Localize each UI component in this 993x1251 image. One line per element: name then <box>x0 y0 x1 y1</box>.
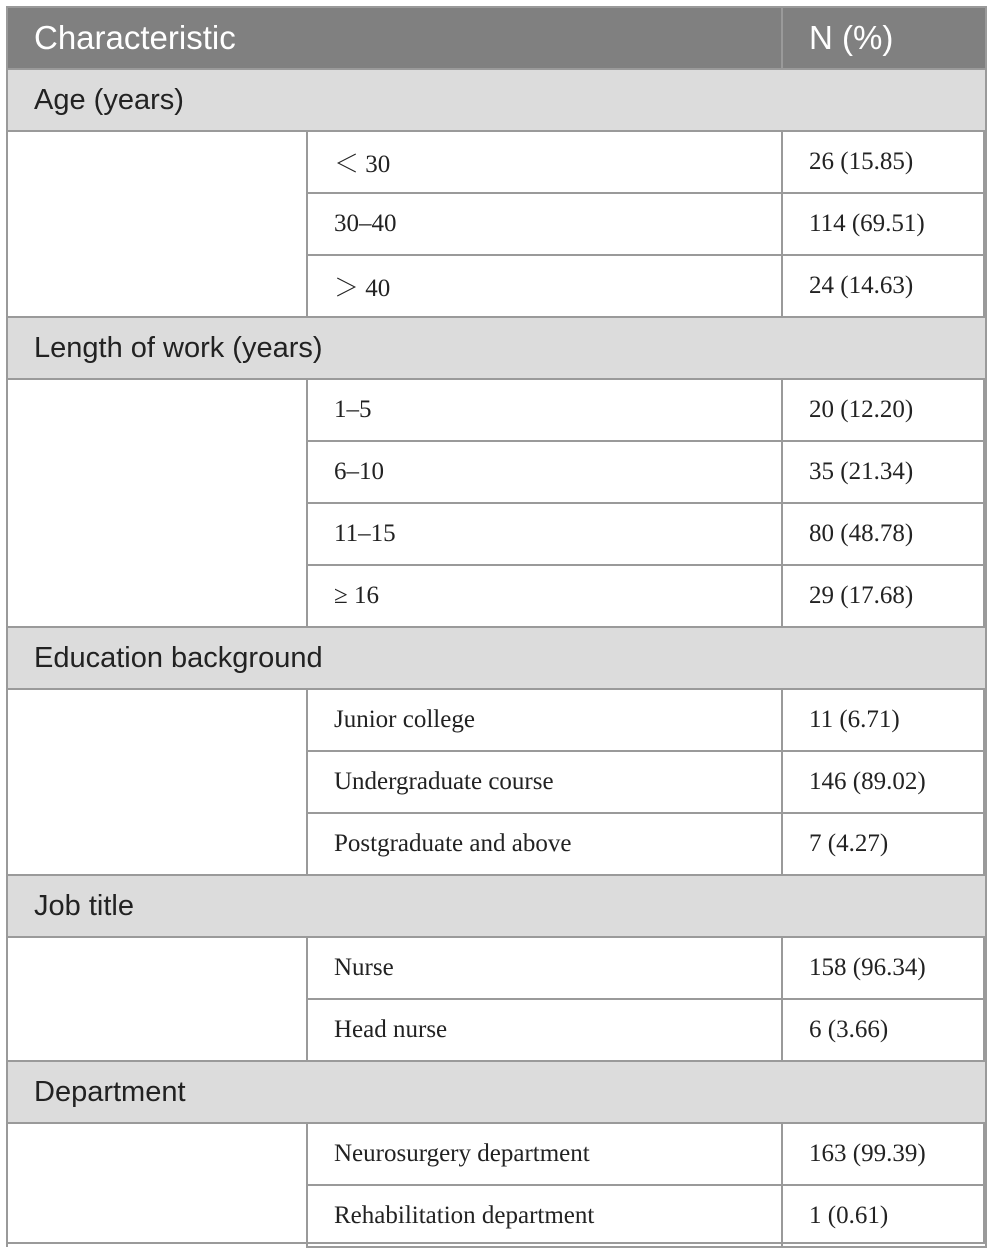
section-title: Job title <box>7 875 986 937</box>
section-title: Length of work (years) <box>7 317 986 379</box>
section-row-department <box>7 1061 986 1123</box>
row-label: Neurosurgery department <box>307 1123 782 1185</box>
row-value: 114 (69.51) <box>782 193 986 255</box>
header-characteristic: Characteristic <box>7 7 782 69</box>
header-n-percent: N (%) <box>782 7 986 69</box>
row-value: 163 (99.39) <box>782 1123 986 1185</box>
row-label: ＜ 30 <box>307 131 782 193</box>
section-title: Education background <box>7 627 986 689</box>
section-row-job-title <box>7 875 986 937</box>
row-value: 146 (89.02) <box>782 751 986 813</box>
row-label: Undergraduate course <box>307 751 782 813</box>
table-body <box>7 69 986 1247</box>
section-row-length-of-work <box>7 317 986 379</box>
row-label: Junior college <box>307 689 782 751</box>
section-row-education <box>7 627 986 689</box>
indent-cell <box>7 1123 307 1247</box>
row-value: 29 (17.68) <box>782 565 986 627</box>
row-value: 1 (0.61) <box>782 1185 986 1247</box>
section-row-age <box>7 69 986 131</box>
row-value: 26 (15.85) <box>782 131 986 193</box>
row-label: Nurse <box>307 937 782 999</box>
row-label: Postgraduate and above <box>307 813 782 875</box>
row-value: 20 (12.20) <box>782 379 986 441</box>
row-value: 7 (4.27) <box>782 813 986 875</box>
row-label: Head nurse <box>307 999 782 1061</box>
row-label: 30–40 <box>307 193 782 255</box>
row-value: 158 (96.34) <box>782 937 986 999</box>
section-title: Department <box>7 1061 986 1123</box>
section-title: Age (years) <box>7 69 986 131</box>
table-row <box>7 689 986 751</box>
table-row <box>7 937 986 999</box>
row-value: 11 (6.71) <box>782 689 986 751</box>
row-label: 6–10 <box>307 441 782 503</box>
row-label: 11–15 <box>307 503 782 565</box>
row-value: 6 (3.66) <box>782 999 986 1061</box>
row-value: 35 (21.34) <box>782 441 986 503</box>
row-label: ≥ 16 <box>307 565 782 627</box>
table-row <box>7 1123 986 1185</box>
header-row <box>7 7 986 69</box>
table-header <box>7 7 986 69</box>
table-row <box>7 131 986 193</box>
characteristics-table-frame <box>6 6 985 1244</box>
row-label: 1–5 <box>307 379 782 441</box>
indent-cell <box>7 379 307 627</box>
indent-cell <box>7 689 307 875</box>
row-value: 24 (14.63) <box>782 255 986 317</box>
row-value: 80 (48.78) <box>782 503 986 565</box>
indent-cell <box>7 131 307 317</box>
characteristics-table <box>6 6 987 1248</box>
table-row <box>7 379 986 441</box>
row-label: Rehabilitation department <box>307 1185 782 1247</box>
row-label: ＞ 40 <box>307 255 782 317</box>
indent-cell <box>7 937 307 1061</box>
